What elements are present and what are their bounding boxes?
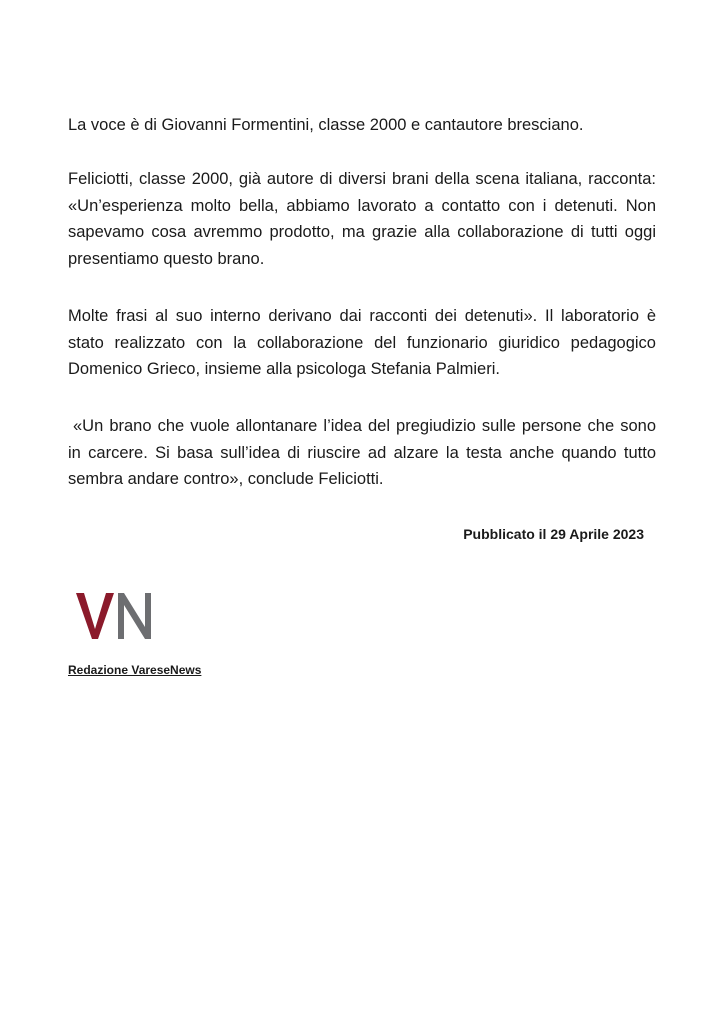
article-paragraph-1: La voce è di Giovanni Formentini, classe 2000 e cantautore bresciano. bbox=[68, 116, 584, 134]
logo-letter-v bbox=[76, 593, 114, 639]
article-paragraph-3: Molte frasi al suo interno derivano dai racconti dei detenuti». Il laboratorio è stato realizzato con la collaborazione del funzionario giuridico pedagogico Domenico Grieco, insieme alla psicologa Stefania Palmieri. bbox=[68, 307, 656, 378]
logo-letter-n bbox=[118, 593, 151, 639]
article-paragraph-4: «Un brano che vuole allontanare l’idea del pregiudizio sulle persone che sono in carcere. Si basa sull’idea di riuscire ad alzare la testa anche quando tutto sembra andare contro», conclude Feliciotti. bbox=[68, 417, 656, 488]
article-paragraph-2: Feliciotti, classe 2000, già autore di diversi brani della scena italiana, racconta: «Un’esperienza molto bella, abbiamo lavorato a contatto con i detenuti. Non sapevamo cosa avremmo prodotto, ma grazie alla collaborazione di tutti oggi presentiamo questo brano. bbox=[68, 170, 656, 268]
article-page bbox=[68, 0, 656, 1024]
publication-date: Pubblicato il 29 Aprile 2023 bbox=[463, 526, 644, 542]
varesenews-logo bbox=[76, 589, 154, 643]
author-link[interactable]: Redazione VareseNews bbox=[68, 663, 202, 677]
